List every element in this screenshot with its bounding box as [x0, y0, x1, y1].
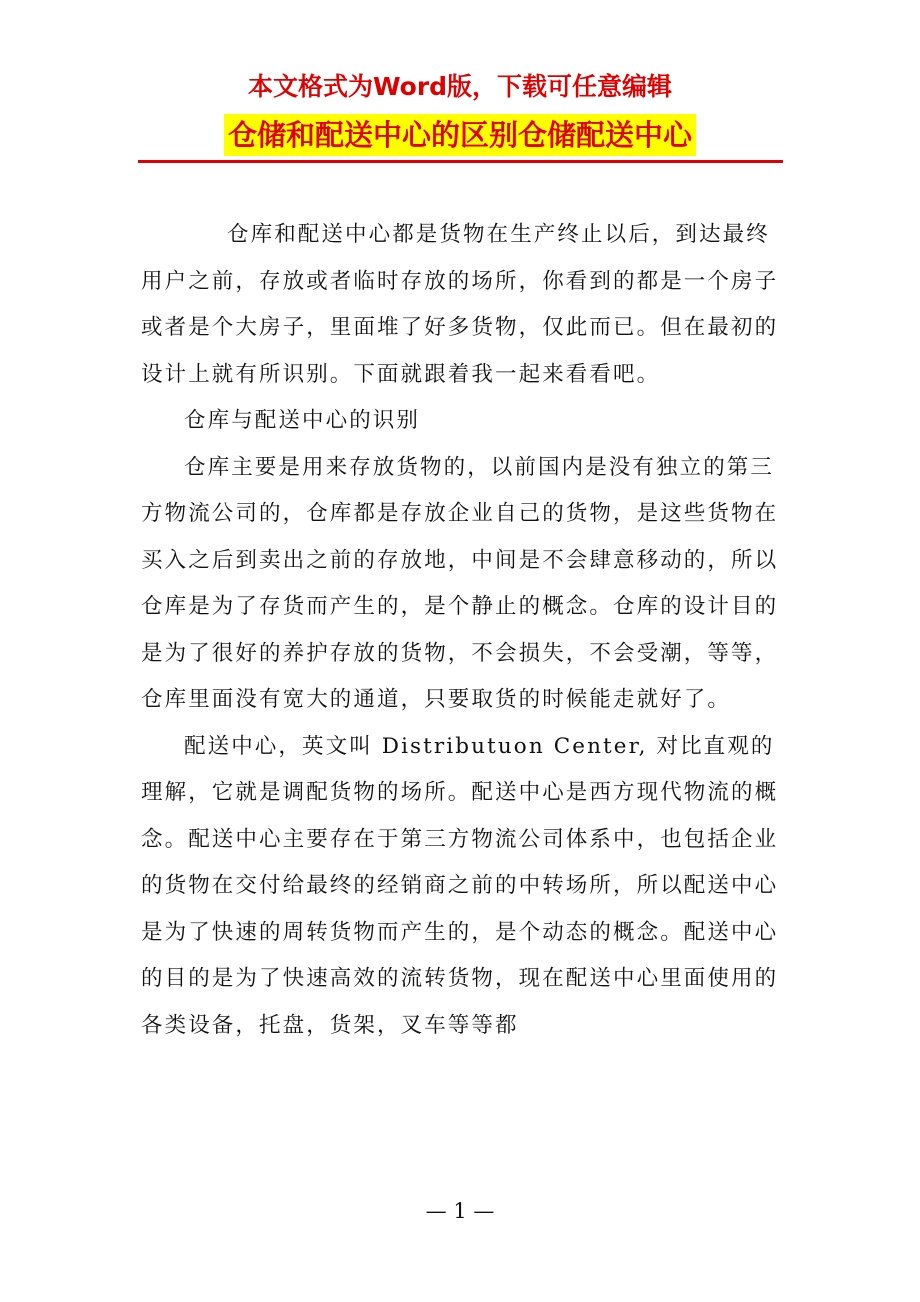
paragraph-intro: 仓库和配送中心都是货物在生产终止以后，到达最终用户之前，存放或者临时存放的场所，你看到的都是一个房子或者是个大房子，里面堆了好多货物，仅此而已。但在最初的设计上就有所识别。下面就跟着我一起来看看吧。 — [141, 222, 779, 387]
page-number: — 1 — — [425, 1199, 495, 1223]
document-body — [141, 212, 781, 1049]
title-block — [0, 114, 920, 156]
title-divider — [138, 160, 783, 163]
format-notice: 本文格式为Word版，下载可任意编辑 — [247, 72, 673, 101]
paragraph-warehouse: 仓库主要是用来存放货物的，以前国内是没有独立的第三方物流公司的，仓库都是存放企业自己的货物，是这些货物在买入之后到卖出之前的存放地，中间是不会肆意移动的，所以仓库是为了存货而产生的，是个静止的概念。仓库的设计目的是为了很好的养护存放的货物，不会损失，不会受潮，等等，仓库里面没有宽大的通道，只要取货的时候能走就好了。 — [141, 454, 779, 712]
section-heading: 仓库与配送中心的识别 — [184, 408, 421, 433]
paragraph-distribution-center: 配送中心，英文叫 Distributuon Center, 对比直观的理解，它就是调配货物的场所。配送中心是西方现代物流的概念。配送中心主要存在于第三方物流公司体系中，也包括企业的货物在交付给最终的经销商之前的中转场所，所以配送中心是为了快速的周转货物而产生的，是个动态的概念。配送中心的目的是为了快速高效的流转货物，现在配送中心里面使用的各类设备，托盘，货架，叉车等等都 — [141, 733, 779, 1038]
document-title: 仓储和配送中心的区别仓储配送中心 — [224, 114, 696, 156]
